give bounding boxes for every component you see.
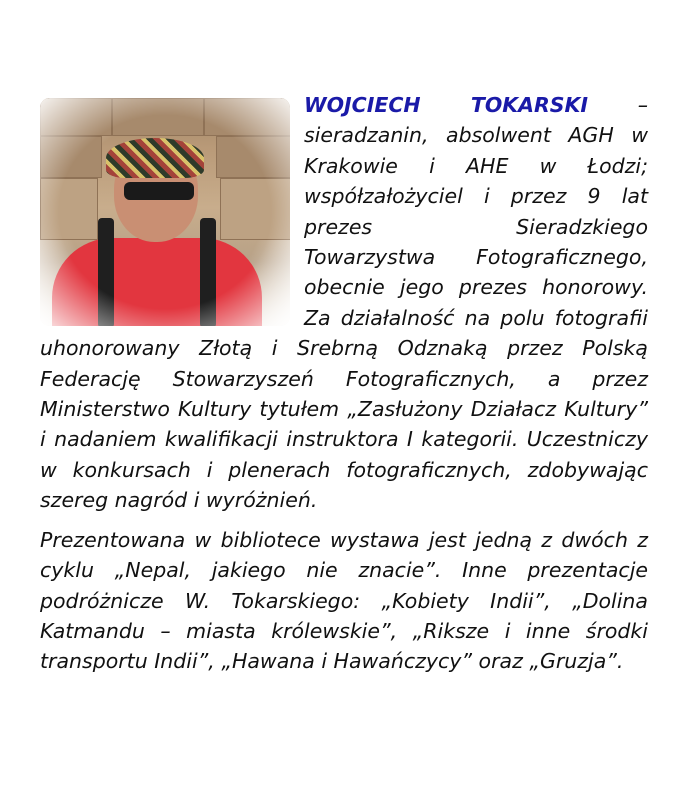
photo-vignette [40, 98, 290, 326]
exhibition-paragraph: Prezentowana w bibliotece wystawa jest jedną z dwóch z cyklu „Nepal, jakiego nie znacie”. Inne prezentacje podróżnicze W. Tokarskiego: „Kobiety Indii”, „Dolina Katmandu – miasta królewskie”, „Riksze i inne środki transportu Indii”, „Hawana i Hawańczycy” oraz „Gruzja”. [40, 527, 648, 674]
document-page [40, 90, 648, 677]
bio-text: – sieradzanin, absolwent AGH w Krakowie i AHE w Łodzi; współzałożyciel i przez 9 lat prezes Sieradzkiego Towarzystwa Fotograficznego, obecnie jego prezes honorowy. Za działalność na polu fotografii uhonorowany Złotą i Srebrną Odznaką przez Polską Federację Stowarzyszeń Fotograficznych, a przez Ministerstwo Kultury tytułem „Zasłużony Działacz Kultury” i nadaniem kwalifikacji instruktora I kategorii. Uczestniczy w konkursach i plenerach fotograficznych, zdobywając szereg nagród i wyróżnień. [40, 93, 648, 513]
author-name: WOJCIECH TOKARSKI [304, 93, 589, 117]
author-photo [40, 98, 290, 326]
bio-paragraph [40, 90, 648, 516]
